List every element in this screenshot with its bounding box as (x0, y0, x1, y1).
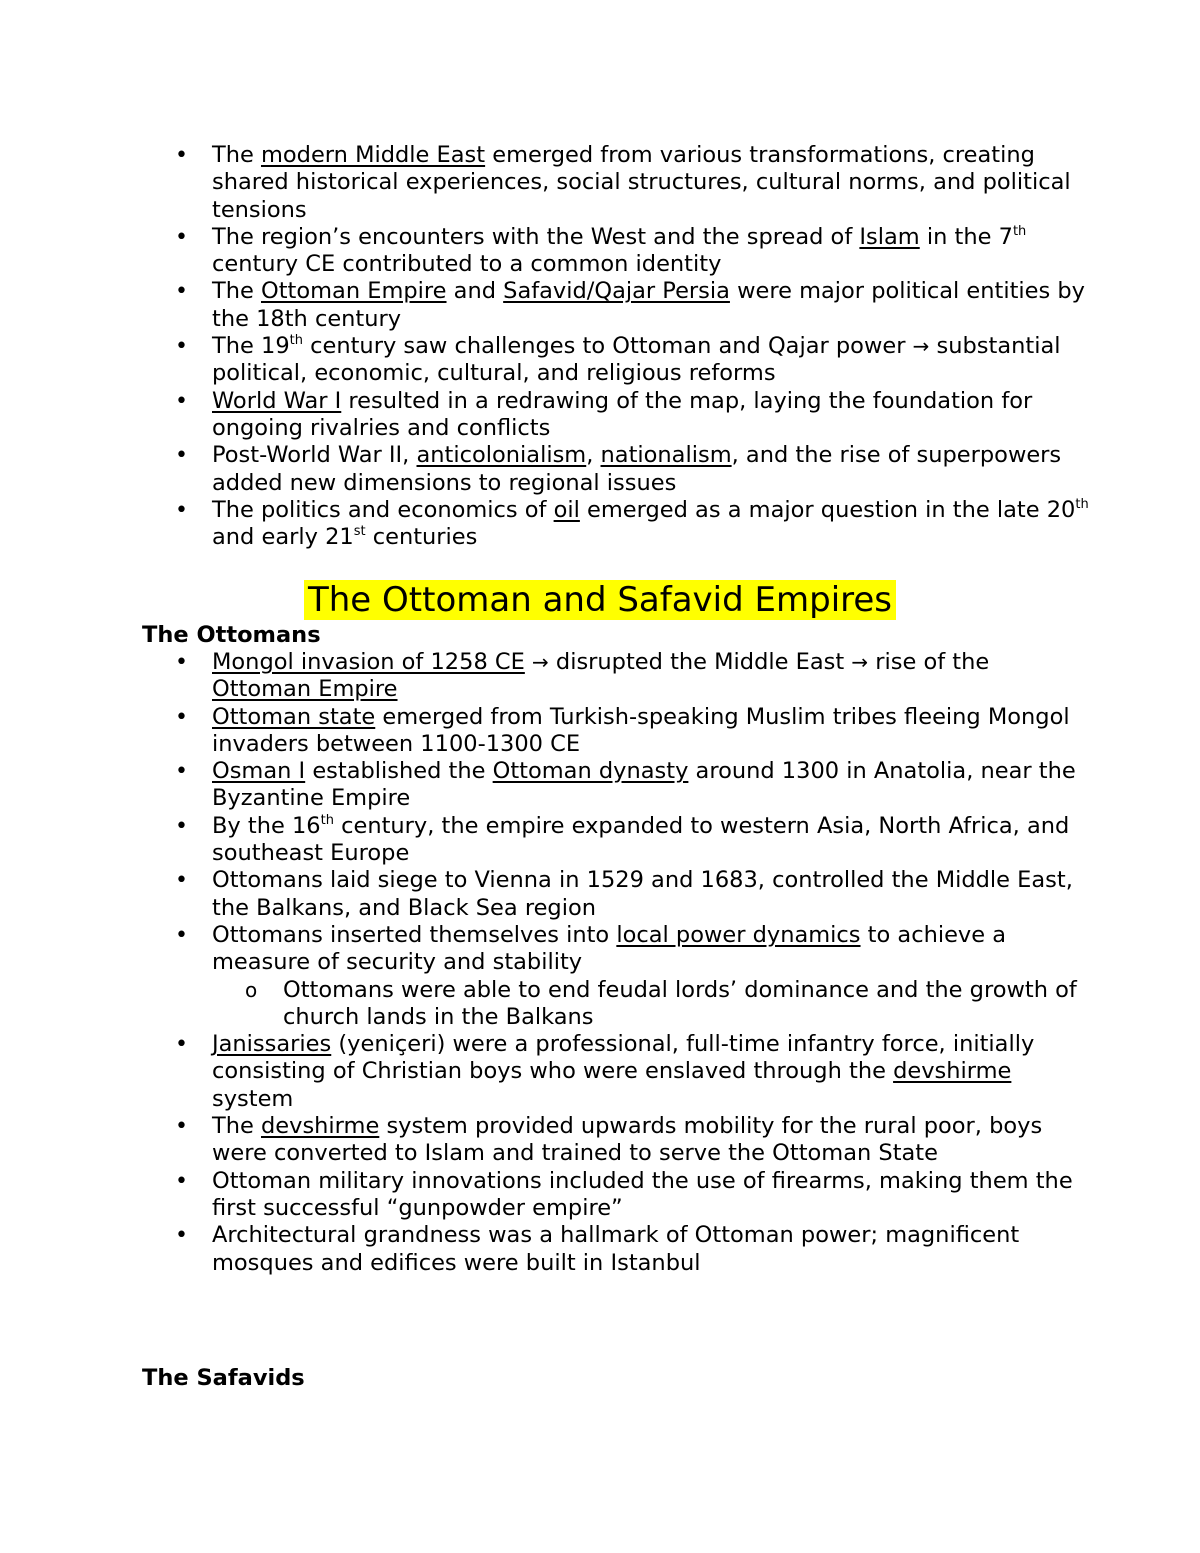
underlined-term: Mongol invasion of 1258 CE (212, 649, 525, 675)
heading-ottomans: The Ottomans (142, 622, 321, 648)
bullet-icon: • (175, 1032, 188, 1058)
underlined-term: Ottoman Empire (261, 278, 447, 305)
underlined-term: Janissaries (212, 1031, 332, 1058)
text-run: and early 21 (212, 524, 354, 551)
ordinal-suffix: th (1075, 496, 1089, 512)
text-run: to achieve a measure of security and stability (212, 921, 1007, 976)
underlined-term: Ottoman dynasty (492, 758, 689, 785)
ordinal-suffix: th (1012, 223, 1027, 239)
text-run: Ottoman military innovations included the use of firearms, making them the first successful “gunpowder empire” (212, 1167, 1073, 1221)
intro-bullet-list (175, 142, 1092, 551)
text-run: and (446, 278, 504, 305)
sub-list-item (212, 977, 1092, 1032)
bullet-icon: • (175, 1168, 188, 1194)
text-run: , and the rise of superpowers added new dimensions to regional issues (212, 442, 1062, 496)
list-item (175, 223, 1092, 279)
list-item (175, 142, 1092, 224)
underlined-term: Ottoman Empire (212, 676, 398, 703)
underlined-term: devshirme (261, 1113, 380, 1140)
list-item (175, 812, 1092, 868)
text-run: resulted in a redrawing of the map, laying the foundation for ongoing rivalries and conflicts (212, 387, 1033, 441)
bullet-icon: • (175, 704, 188, 730)
sub-bullet-icon: o (245, 977, 258, 1002)
text-run: disrupted the Middle East (548, 649, 852, 675)
text-run: By the 16 (212, 812, 321, 839)
heading-safavids: The Safavids (142, 1365, 305, 1391)
text-run: The 19 (212, 333, 290, 360)
text-run: emerged from Turkish-speaking Muslim tribes fleeing Mongol invaders between 1100-1300 CE (212, 703, 1070, 757)
list-item (175, 649, 1092, 704)
bullet-icon: • (175, 497, 188, 523)
text-run: established the (305, 758, 493, 785)
ordinal-suffix: th (289, 333, 303, 349)
ottoman-bullet-list (175, 649, 1092, 1277)
text-run: The (212, 1113, 261, 1140)
text-run: rise of the (868, 649, 990, 675)
list-item (175, 1167, 1092, 1223)
bullet-icon: • (175, 443, 188, 469)
underlined-term: Islam (859, 223, 920, 250)
bullet-icon: • (175, 334, 188, 360)
underlined-term: anticolonialism (416, 442, 587, 469)
text-run: around 1300 in Anatolia, near the Byzantine Empire (212, 758, 1076, 812)
text-run: system (212, 1085, 294, 1112)
list-item (175, 442, 1092, 497)
text-run: The (212, 278, 261, 305)
underlined-term: oil (553, 496, 580, 523)
text-run: The region’s encounters with the West and the spread of (212, 223, 860, 250)
ordinal-suffix: st (353, 524, 366, 540)
section-title (0, 580, 1200, 620)
bullet-icon: • (175, 279, 188, 305)
text-run: substantial political, economic, cultural, and religious reforms (212, 333, 1061, 387)
section-title-highlight: The Ottoman and Safavid Empires (304, 580, 896, 620)
underlined-term: nationalism (600, 442, 732, 469)
text-run: century CE contributed to a common identity (212, 251, 722, 278)
sub-item-text: Ottomans were able to end feudal lords’ dominance and the growth of church lands in the Balkans (283, 976, 1077, 1030)
list-item (175, 867, 1092, 922)
text-run: were major political entities by the 18th century (212, 278, 1085, 332)
arrow-right-icon: → (851, 650, 869, 674)
list-item (175, 496, 1092, 552)
list-item (175, 758, 1092, 813)
underlined-term: modern Middle East (261, 142, 486, 168)
underlined-term: local power dynamics (616, 921, 861, 948)
bullet-icon: • (175, 650, 188, 675)
list-item (175, 703, 1092, 759)
list-item (175, 1031, 1092, 1113)
text-run: emerged from various transformations, creating shared historical experiences, social structures, cultural norms, and political tensions (212, 142, 1071, 223)
bullet-icon: • (175, 388, 188, 414)
bullet-icon: • (175, 922, 188, 948)
text-run: Post-World War II, (212, 442, 417, 469)
text-run: Architectural grandness was a hallmark of Ottoman power; magnificent mosques and edifices were built in Istanbul (212, 1222, 1020, 1276)
bullet-icon: • (175, 1223, 188, 1249)
text-run: Ottomans inserted themselves into (212, 921, 617, 948)
arrow-right-icon: → (912, 334, 930, 359)
list-item (175, 278, 1092, 333)
text-run: Ottomans laid siege to Vienna in 1529 and 1683, controlled the Middle East, the Balkans, and Black Sea region (212, 867, 1073, 921)
underlined-term: devshirme (893, 1058, 1012, 1085)
text-run: The politics and economics of (212, 496, 554, 523)
bullet-icon: • (175, 143, 188, 168)
list-item (175, 333, 1092, 388)
text-run (525, 649, 532, 675)
bullet-icon: • (175, 224, 188, 250)
text-run: in the 7 (919, 223, 1013, 250)
arrow-right-icon: → (532, 650, 549, 674)
text-run: (yeniçeri) were a professional, full-time infantry force, initially consisting of Christian boys who were enslaved through the (212, 1031, 1035, 1085)
text-run: The (212, 142, 261, 168)
bullet-icon: • (175, 868, 188, 894)
ordinal-suffix: th (320, 812, 334, 828)
underlined-term: Ottoman state (212, 703, 376, 730)
text-run: system provided upwards mobility for the rural poor, boys were converted to Islam and trained to serve the Ottoman State (212, 1113, 1043, 1167)
underlined-term: Osman I (212, 758, 306, 785)
text-run: , (586, 442, 601, 469)
text-run: centuries (365, 524, 478, 551)
text-run: century saw challenges to Ottoman and Qajar power (302, 333, 913, 360)
bullet-icon: • (175, 1114, 188, 1140)
text-run: century, the empire expanded to western Asia, North Africa, and southeast Europe (212, 812, 1070, 867)
list-item (175, 921, 1092, 1031)
underlined-term: Safavid/Qajar Persia (503, 278, 730, 305)
list-item (175, 1113, 1092, 1168)
underlined-term: World War I (212, 387, 342, 414)
text-run: emerged as a major question in the late 20 (579, 496, 1076, 523)
bullet-icon: • (175, 813, 188, 839)
list-item (175, 1222, 1092, 1277)
bullet-icon: • (175, 759, 188, 785)
list-item (175, 387, 1092, 443)
